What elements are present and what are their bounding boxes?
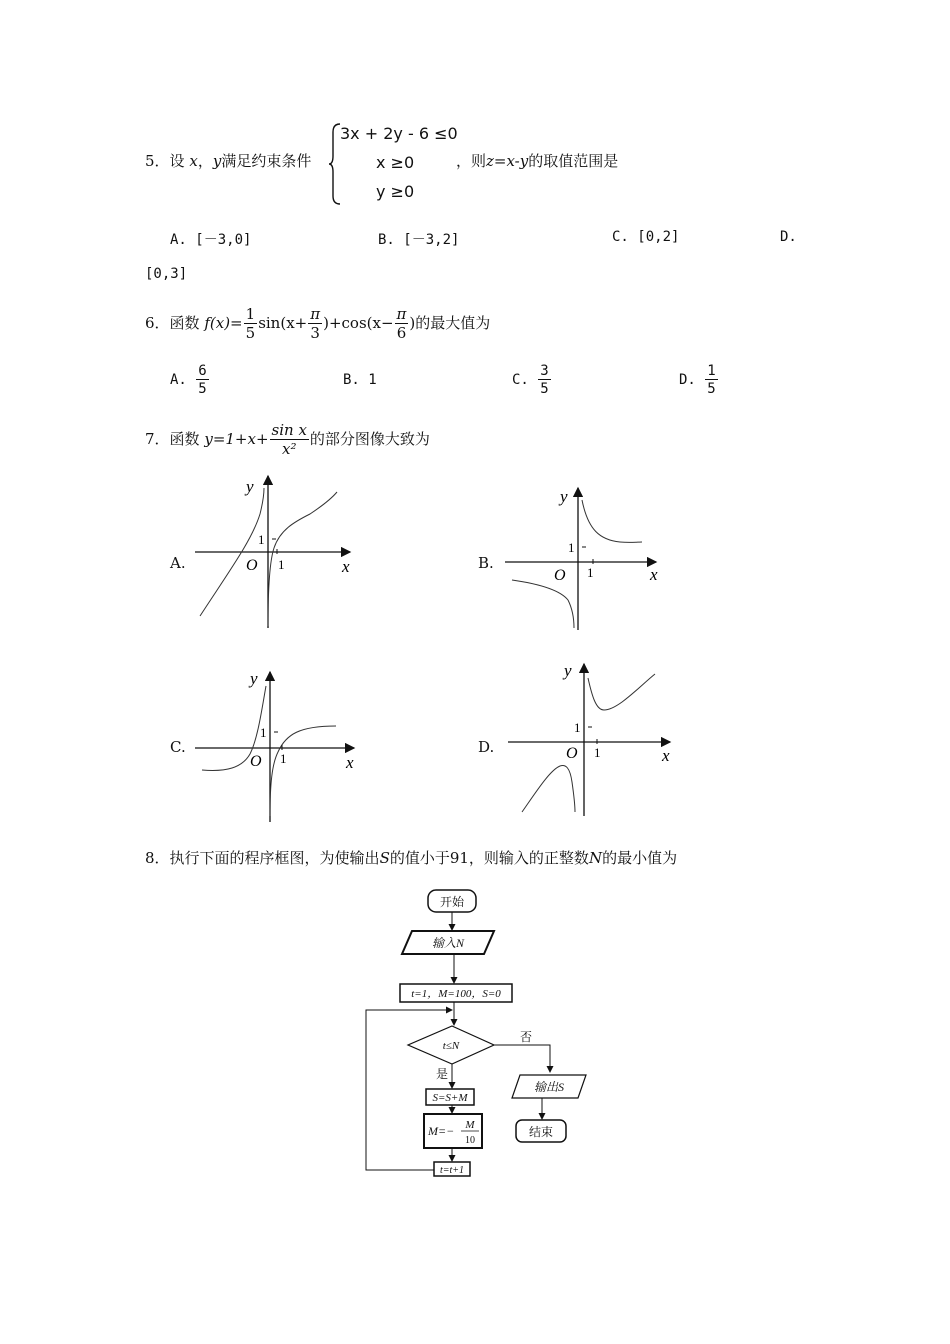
q5-option-d-value: [0,3] <box>145 266 188 282</box>
flow-step2-lhs: M=− <box>428 1124 455 1138</box>
q6-fx: f(x)= <box>204 314 243 332</box>
q5-option-c-label: C. <box>612 229 629 245</box>
y-tick-one: 1 <box>258 532 265 547</box>
q6-cos: )+cos(x− <box>323 314 394 332</box>
q7-number: 7． <box>145 430 170 448</box>
q5-option-a-value: [－3,0] <box>195 232 252 248</box>
q6-sin: sin(x+ <box>258 314 308 332</box>
q7-graph-c-label[interactable]: C. <box>170 738 186 756</box>
q5-mid: 满足约束条件 <box>221 152 312 170</box>
q6-option-a-num: 6 <box>198 363 207 379</box>
q6-pi3-den: 3 <box>310 324 320 342</box>
q7-graph-a-label[interactable]: A. <box>170 554 186 572</box>
flow-input-text: 输入N <box>431 936 465 950</box>
q5-var-y: y <box>212 152 222 170</box>
q7-pre: 函数 <box>169 430 200 448</box>
q6-coef-num: 1 <box>245 305 256 323</box>
q7-graph-c[interactable] <box>190 664 370 824</box>
q8-number: 8． <box>145 849 170 867</box>
q6-number: 6． <box>145 314 170 332</box>
flow-step3-text: t=t+1 <box>439 1165 465 1176</box>
q5-constraint-3: y ≥0 <box>376 182 415 201</box>
q5-stem-tail <box>456 150 618 171</box>
q6-option-c[interactable] <box>512 358 552 402</box>
q8-flowchart <box>360 884 600 1180</box>
flow-start-text: 开始 <box>439 895 465 909</box>
q5-option-d[interactable] <box>780 229 797 245</box>
q5-post: 的取值范围是 <box>528 152 619 170</box>
q6-option-a-fraction <box>196 364 208 396</box>
origin-label: O <box>250 753 262 770</box>
q5-option-c-value: [0,2] <box>637 229 680 245</box>
y-label: y <box>246 477 254 496</box>
q5-option-a[interactable] <box>170 229 251 249</box>
x-label: x <box>662 746 670 765</box>
q6-pi3-num: π <box>310 305 321 323</box>
q5-comma: ， <box>197 152 213 170</box>
q5-option-a-label: A. <box>170 232 187 248</box>
x-label: x <box>650 565 658 584</box>
q5-stem <box>145 150 311 171</box>
y-label: y <box>250 669 258 688</box>
q7-stem <box>145 414 430 464</box>
q5-option-d-label: D. <box>780 229 797 245</box>
q5-pre: 设 <box>169 152 185 170</box>
q7-post: 的部分图像大致为 <box>309 430 430 448</box>
q6-coef-fraction <box>244 307 258 341</box>
q6-option-d-label: D. <box>679 372 696 388</box>
q5-var-x: x <box>189 152 198 170</box>
flow-step1-text: S=S+M <box>432 1092 468 1104</box>
flow-init-text: t=1，M=100，S=0 <box>411 988 501 1000</box>
q8-var-s: S <box>379 849 390 867</box>
q8-var-n: N <box>588 849 603 867</box>
y-label: y <box>560 487 568 506</box>
x-label: x <box>346 753 354 772</box>
q7-graph-b[interactable] <box>500 480 680 636</box>
q6-option-c-den: 5 <box>540 381 549 397</box>
q5-option-c[interactable] <box>612 229 679 245</box>
x-label: x <box>342 557 350 576</box>
y-tick-one: 1 <box>574 720 581 735</box>
q5-post-pre: ，则 <box>456 152 487 170</box>
flow-no-label: 否 <box>520 1030 533 1044</box>
q6-option-c-fraction <box>538 364 550 396</box>
y-tick-one: 1 <box>568 540 575 555</box>
q6-option-a-label: A. <box>170 372 187 388</box>
q5-constraint-2: x ≥0 <box>376 153 415 172</box>
q8-stem <box>145 847 677 868</box>
q7-expr: y=1+x+ <box>204 430 269 448</box>
q7-den: x² <box>281 440 297 458</box>
q5-option-b[interactable] <box>378 229 459 249</box>
q8-text-post: 的最小值为 <box>602 849 678 867</box>
q7-fraction <box>270 423 309 457</box>
q7-num: sin x <box>271 421 307 439</box>
q6-option-b[interactable] <box>343 358 377 402</box>
q6-pi6-den: 6 <box>396 324 407 342</box>
q6-option-a-den: 5 <box>198 381 207 397</box>
q6-pi6-fraction <box>395 307 409 341</box>
q6-pi3-fraction <box>308 307 322 341</box>
q6-option-b-value: 1 <box>368 372 377 388</box>
q6-option-d-fraction <box>705 364 717 396</box>
flow-yes-label: 是 <box>436 1067 449 1081</box>
q6-post: )的最大值为 <box>409 314 491 332</box>
q7-graph-d-label[interactable]: D. <box>478 738 495 756</box>
flow-condition-text: t≤N <box>442 1040 460 1052</box>
q8-text-mid: 的值小于91，则输入的正整数 <box>389 849 589 867</box>
x-tick-one: 1 <box>278 557 285 572</box>
q6-option-c-label: C. <box>512 372 529 388</box>
x-tick-one: 1 <box>594 745 601 760</box>
q6-pre: 函数 <box>169 314 200 332</box>
q6-option-b-label: B. <box>343 372 360 388</box>
q7-graph-a[interactable] <box>190 470 370 630</box>
x-tick-one: 1 <box>587 565 594 580</box>
q6-option-c-num: 3 <box>540 363 549 379</box>
q6-option-d[interactable] <box>679 358 719 402</box>
q7-graph-b-label[interactable]: B. <box>478 554 494 572</box>
q5-option-b-value: [－3,2] <box>403 232 460 248</box>
y-tick-one: 1 <box>260 725 267 740</box>
q7-graph-d[interactable] <box>500 656 684 818</box>
q6-coef-den: 5 <box>245 324 256 342</box>
q8-text-pre: 执行下面的程序框图，为使输出 <box>169 849 380 867</box>
flow-step2-den: 10 <box>465 1135 475 1146</box>
q6-stem <box>145 298 490 348</box>
x-tick-one: 1 <box>280 751 287 766</box>
q6-option-a[interactable] <box>170 358 210 402</box>
flow-output-text: 输出S <box>533 1080 565 1094</box>
flow-end-text: 结束 <box>528 1125 554 1139</box>
origin-label: O <box>554 567 566 584</box>
q5-expr: z=x-y <box>486 152 529 170</box>
q6-option-d-num: 1 <box>707 363 716 379</box>
q5-option-b-label: B. <box>378 232 395 248</box>
q6-option-d-den: 5 <box>707 381 716 397</box>
q5-number: 5． <box>145 152 170 170</box>
origin-label: O <box>246 557 258 574</box>
y-label: y <box>564 661 572 680</box>
origin-label: O <box>566 745 578 762</box>
q6-pi6-num: π <box>396 305 407 323</box>
q5-constraint-1: 3x + 2y - 6 ≤0 <box>340 124 458 143</box>
flow-step2-num: M <box>465 1119 475 1131</box>
